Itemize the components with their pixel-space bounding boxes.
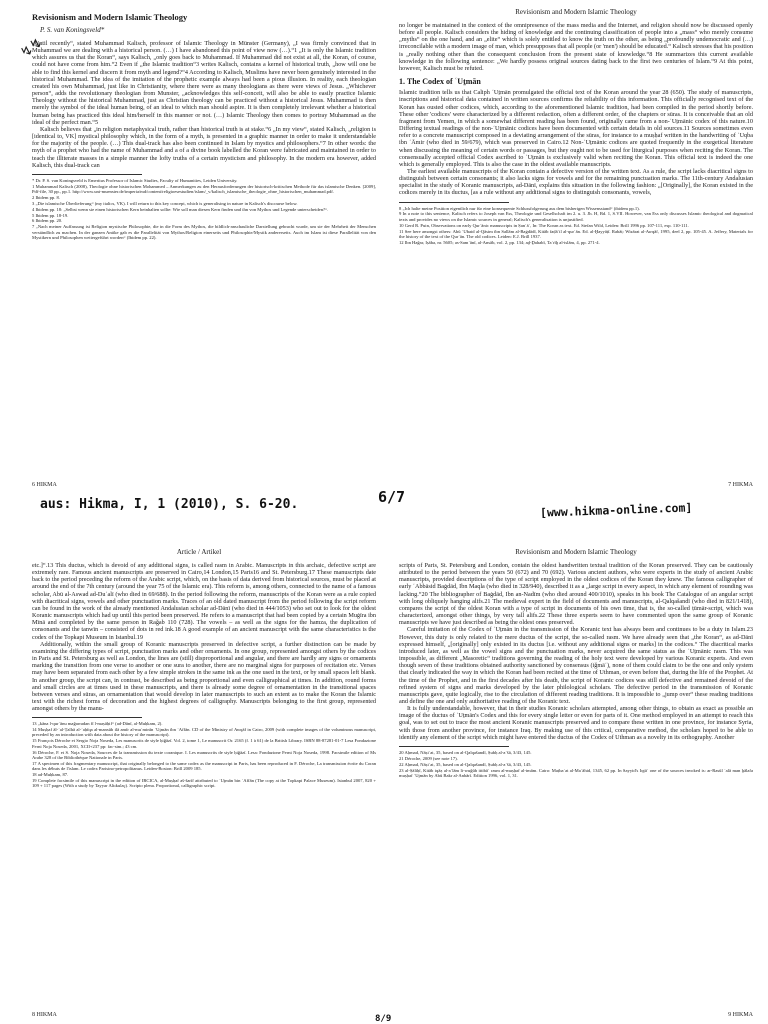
footnotes	[395, 206, 757, 245]
footnote: 13 „kāna l-qurʾānu maǧarradan fī l-maṣāḥif“ (ad-Dānī, al-Muḥkam, 2).	[32, 721, 163, 727]
running-head: Revisionism and Modern Islamic Theology	[515, 8, 637, 16]
footnote-rule	[32, 717, 142, 718]
margin-scribble: ↯↯	[17, 34, 46, 62]
footnote: 12 Ibn Haǧar, Iṣāba, nr. 5605; as-Samʿānī, al-Ansāb, vol. 2, pp. 134; aḏ-Ḏahabī, Taʾrīḫ al-islām, 4, pp. 271-4.	[399, 239, 600, 245]
section-heading: 1. The Codex of ʿUṯmān	[399, 77, 481, 87]
footnote-rule	[399, 202, 509, 203]
paragraph: „Until recently“, stated Muhammad Kalisch, professor of Islamic Theology in Münster (Germany), „I was firmly convinced that in Muhammad we are dealing with a historical person. (…) I have abandoned this point of view now (…).“1 „It is only the Islamic tradition which assures us that the Koran“, says Kalisch, „only goes back to Muhammad. If Muhammad did not exist at all, the Koran, of course, could not have come from him.“2 Even if „the Islamic tradition“3 writes Kalisch, contains a kernel of historical truth, „how will one be able to find this kernel and discern it from myth and legend?“4 According to Kalisch, Muslims have never been genuinely interested in the historical Muhammad. The idea of the imitation of the prophetic example always had been a pious illusion. In reality, each theologian created his own Muhammad, just like in Christianity, where there were as many theologians as there were views of Jesus. „Whichever person“, adds the revolutionary theologian from Munster, „acknowledges this self-conceit, will also be able to easily practice Islamic Theology without the historical Muhammad, just as Christian theology can be practiced without a historical Jesus. Muhammad is then merely the symbol of the ideal human being, of an ideal to which man should aspire. It is then completely irrelevant whether a historical human being has practiced this ideal him/herself in this manner or not. (…) Islamic Theology then comes to portray Muhammad as the ideal of the perfect man.“5	[32, 40, 376, 126]
paragraph: etc.]“.13 This ductus, which is devoid of any additional signs, is called rasm in Arabic. Manuscripts in this archaic, defective script are extremely rare. Famous ancient manuscripts are preserved in Cairo,14 London,15 Paris16 and St. Petersburg.17 These manuscripts date back to the period preceding the reform of the Arabic script, which, on the basis of data derived from historical sources, must be placed at around the end of the 7th century (around the year 75 of the Islamic era). This reform is, among others, connected to the name of a famous scholar, Abū al-Aswad ad-Duʾalī (who died in 69/688). In the period following the reform, manuscripts of the Koran were as a rule copied with diacritical signs, vowels and other punctuation marks. Traces of an old dated manuscript from the period following the script reform can be found in the work of the already mentioned Andalusian scholar ad-Dānī (who died in 444/1053) who set out to look for the oldest Koranic manuscripts which had up until this period been preserved. He refers to a manuscript that had been copied by a certain Muġīra ibn Mīnā and completed by the same person in Raǧab 110 (728). The vowels – as well as the signs for the hamza, the duplication of consonants and the tanwīn – consisted of dots in red ink.18 A good example of an ancient manuscript with the same characteristics is the codex of the Topkapi Museum in Istanbul.19	[32, 562, 376, 641]
footnote: 19 Complete facsimile of this manuscript in the edition of IRCICA, al-Muṣḥaf aš-šarīf attributed to ʿUṯmān bin ʿAffān (The copy at the Topkapi Palace Museum). Istanbul 2007, 820 + 109 + 117 pages (With a study by Tayyar Altıkulaç). Scripto plena. Proportional, calligraphic script.	[32, 777, 376, 789]
page-folio: 7 HIKMA	[728, 482, 753, 488]
footnote: 10 Gerd R. Puin, Observations on early Qurʾānic manuscripts in Ṣanʿāʾ, In: The Koran as text. Ed. Stefan Wild, Leiden: Brill 1996 pp. 107-111, esp. 110-111.	[399, 222, 689, 228]
handwritten-page-range: 6/7	[378, 488, 406, 506]
paragraph: Kalisch believes that „in religion metaphysical truth, rather than historical truth is at stake.“6 „In my view“, stated Kalisch, „religion is [identical to, VK] mystical philosophy which, in the form of a myth, is presented in a graphic manner in order to make it understandable for the majority of the people. (…) This dual-track has also been continued in Islam by mystics and philosophers.“7 In other words: the myth of a prophet who had the name of Muhammad and a of a divine book labelled the Koran were fabricated and maintained in order to teach the illiterate masses in a simple manner the lofty truths of a certain mysticism and philosophy. In the modern era however, added Kalisch, this dual-track can	[32, 125, 376, 169]
footnote: 7 „Nach meiner Auffassung ist Religion mystische Philosophie, die in die Form des Mythos, die bildlich-anschauliche Darstellung gebracht wurde, um sie der Mehrheit der Menschen verständlich zu machen. In der ganzen Antike gab es die Parallelität von Mythos/Religion einerseits und Philosophie/Mystik andererseits. Auch im Islam ist diese Parallelität von den Mystikern und Philosophen weitergeführt worden“ (Ibidem pp. 22).	[32, 224, 376, 240]
body-text	[18, 562, 380, 712]
footnote: 1 Muhammad Kalisch (2008), Theologie ohne historischen Mohammed – Anmerkungen zu den Herausforderungen der historisch-kritischen Methode für das islamische Denken. [2009], Pdf-file, 30 pp., pp.1. http://www.uni-muenster.de/imperia/md/content/religioesestudien/islam/_v/kalisch_islamische_theologie_ohne_historischen_muhammad.pdf.	[32, 183, 376, 194]
page-folio: 8 HIKMA	[32, 1012, 57, 1018]
handwritten-source-note: aus: Hikma, I, 1 (2010), S. 6-20.	[40, 497, 299, 512]
footnote: 15 François Déroche et Sergio Noja Noseda, Les manuscrits de style ḥiǧāzī. Vol. 2, tome 1, Le manuscrit Or. 2165 (f. 1 à 61) de la British Library. ISBN 88-87281-01-7 Lesa Fondazione Ferni Noja Noseda, 2001, XCII+237 pp: fac-sim.; 43 cm.	[32, 738, 376, 749]
footnote: 22 Aḥmad, Nāṣiʿat, 35, based on al-Qalqašandī, Ṣubḥ al-aʿšā, 3/43, 145.	[399, 761, 532, 767]
footnote: 16 Déroche, F. et S. Noja Noseda, Sources de la transmission du texte coranique. I. Les manuscrits de style ḥiǧāzī. Lesa: Fondazione Ferni Noja Noseda, 1998. Facsimile edition of Ms Arabe 328 of the Bibliothèque Nationale in Paris.	[32, 749, 376, 760]
footnote: 14 Muṣḥaf āl-ʿal-Ṭalhā al-ʿaḥīqa al-mansūb ilā amīr al-muʾminīn ʿUṯmān ibn ʿAffān. CD of the Ministry of Awqāf in Cairo, 2009 (with complete images of the voluminous manuscript, preceded by an introduction with data about the history of the manuscript).	[32, 727, 376, 738]
paragraph: Additionally, within the small group of Koranic manuscripts preserved in defective script, a further distinction can be made by examining the differing types of script, punctuation marks and other ornaments. In one group, represented amongst others by the codices in Paris and St. Petersburg as well as London, the lines are (still) disproportional and angular, and there are hardly any signs or ornaments marking the transition from one verse to another or one sura to another, there are no marginal signs for purposes of recitation etc. Verses may have been separated from each other by a few simple strokes in the same ink as the one used in the text, or by small spaces left blank. In another group, the script can, in contrast, be described as being proportional and even calligraphical at times. In addition, round forms and small circles are at times used in these manuscripts, and there is already some degree of ornamentation in the transitional spaces between verses and sūras, an ornamentation that would develop in later manuscripts to such an extent as to make the Koran the Islamic text with the richest forms of decoration and the highest degrees of calligraphy. Manuscripts belonging to the first group, represented amongst others by the manu-	[32, 640, 376, 713]
footnote: 5 Ibidem pp. 18-19.	[32, 212, 69, 218]
page-6	[18, 8, 380, 488]
footnote: 17 A specimen of this fragmentary manuscript, that originally belonged to the same codex as the manuscript in Paris, has been reproduced in F. Déroche, La transmission écrite du Coran dans les débuts de l'islam. Le codex Parisino-petropolitanus. Leiden-Boston: Brill 2009 185.	[32, 760, 376, 772]
footnotes	[395, 750, 757, 778]
article-title: Revisionism and Modern Islamic Theology	[32, 12, 188, 22]
footnote: 11 See here amongst others: Abū ʿUbaid al-Qāsim ibn Sallām al-Baġdādī, Kitāb faḍāʾil al-qurʾān. Ed. al-Ḫayyāṭī. Rabāṭ: Wizārat al-Awqāf, 1995, deel 2, pp. 105-45. A. Jeffery, Materials for the history of the text of the Qurʾān. The old codices. Leiden: E.J. Brill 1937.	[399, 228, 753, 239]
footnote: 9 In a note to this sentence, Kalisch refers to Joseph van Ess, Theologie und Gesellschaft im 2. u. 3. Jh. H, Bd. 1, S.VII. However, van Ess only discusses Islamic theological and dogmatical texts and provides no views on the Islamic sources in general; Kalisch's generalisation is unjustified.	[399, 211, 753, 222]
footnote-rule	[399, 746, 509, 747]
paragraph: no longer be maintained in the context of the omnipresence of the mass media and the Internet, and religion should now be discussed openly before all people. Kalisch considers the hiding of knowledge and the continuing classification of people into a „mass“ who merely consume „myths“ on the one hand, and an „elite“ which is solely entitled to know the truth on the other, as being „profoundly undemocratic and (…) irreconcilable with a modern image of man, which presupposes that all people (or 'men') should be educated.“ Kalisch stresses that his position is „really nothing other than the consequent conclusion from the present state of knowledge.“8 He summarizes this current available knowledge in the following sentence: „We hardly possess original sources dating back to the first two centuries of Islam.“9 At this point, however, Kalisch must be refuted.	[399, 22, 753, 72]
footnote: 4 Ibidem pp. 18: „Selbst wenn sie einen historischen Kern beinhalten sollte: Wie soll man diesen Kern finden und ihn von Mythos und Legende unterscheiden?“.	[32, 206, 329, 212]
footnotes	[18, 721, 380, 788]
page-folio: 9 HIKMA	[728, 1012, 753, 1018]
body-text	[18, 40, 380, 169]
running-head: Article / Artikel	[176, 548, 222, 556]
footnote: 21 Déroche, 2009 (see note 17).	[399, 755, 458, 761]
footnote: 18 ad-Muḥkam, 87.	[32, 771, 69, 777]
paragraph: Islamic tradition tells us that Caliph ʿUṯmān promulgated the official text of the Koran around the year 28 (650). The study of manuscripts, inscriptions and historical data contained in written sources confirms the reliability of this information. This officially recognised text of the Koran has ousted other codices, which, according to the aforementioned Islamic tradition, had been compiled in the period shortly before. These other 'codices' were characterized by a different redaction, often a different order, of the chapters or sūras. It is conceivable that an old fragment from Yemen, in which a somewhat different reading has been found, originally came from a non-ʿUṯmānic codex of this nature.10 Differing textual readings of the non-ʿUṯmānic codices have been documented with certain details in old sources.11 Sources sometimes even refer to a concrete manuscript composed in a deviating arrangement of the sūras, for instance to a muṣḥaf written in the handwriting of ʿUqba ibn ʿĀmir (who died in 59/679), which was preserved in Cairo.12 Non-ʿUṯmānic codices are quoted frequently in the exegetical literature when discussing the meaning of certain words or passages, but they ought not to be used for liturgical purposes when reciting the Koran. The consensually accepted official Codex ascribed to ʿUṯmān is exclusively valid when reciting the Koran. This official text is indeed the one which is generally employed. This is also the case in the oldest available manuscripts.	[399, 89, 753, 168]
footnote: 2 Ibidem pp. 8.	[32, 194, 60, 200]
footnote: 8 „Ich halte meine Position eigentlich nur für eine konsequente Schlussfolgerung aus dem bisherigen Wissensstand“ (ibidem pp.1).	[399, 205, 640, 211]
footnote: 3 „Die islamische Überlieferung“ (my italics, VK). I will return to this key concept, which is generalising in nature in Kalisch's discourse below.	[32, 200, 298, 206]
author-line: P. S. van Koningsveld*	[40, 26, 105, 34]
paragraph: Careful imitation of the Codex of ʿUṯmān in the transmission of the Koranic text has always been and continues to be a duty in Islam.23 However, this duty is only related to the mere ductus of the script, the so-called rasm. We have already seen that „the Koran“, as ad-Dānī expressed himself, „[originally] only existed in its ductus [i.e. without any additional signs or marks] in the codices.“ The diacritical marks introduced later, as well as the vowel signs and the punctuation marks, never acquired the same status as the ʿUṯmānic rasm. This was impossible, as different „Masoretic“ traditions governing the reading of the holy text were developed by various Koranic experts. And even though seven of these traditions obtained authority sanctioned by consensus (iǧmāʿ), none of them could claim to be the one and only system that clearly indicated the way in which the Koran had been recited at the time of Uthman, or even before that, during the life of the Prophet. At the time of the Prophet, and in the first decades after his death, the script of Koranic codices was still defective and remained devoid of the refined system of signs and marks developed by the later philological scholars. The defective period in the transmission of Koranic manuscripts gave, quite logically, rise to the circulation of different reading traditions. It is impossible to „jump over“ these reading traditions and define the one and only authoritative reading of the Koranic text.	[399, 626, 753, 705]
footnote-rule	[32, 174, 142, 175]
footnotes	[18, 178, 380, 240]
handwritten-website: [www.hikma-online.com]	[539, 500, 693, 520]
paragraph: It is fully understandable, however, that in their studies Koranic scholars attempted, among other things, to obtain as exact as possible an image of the ductus of ʿUṯmān's Codex and this for every single letter or even for parts of it. One method employed in an attempt to reach this goal, was to set out to trace the most ancient Koranic manuscripts preserved and to compare these written in one province, for instance Syria, with those from another province, for instance Iraq. By making use of this critical, comparative method, the scholars hoped to be able to identify any element of the script which might have entered the ductus of the Codex of Uthman as a novelty in its orthography. Another	[399, 705, 753, 741]
paragraph: The earliest available manuscripts of the Koran contain a defective version of the written text. As a rule, the script lacks diacritical signs to distinguish between certain consonants; it also lacks signs for vowels and for the remaining punctuation marks. The 11th-century Andalusian specialist in the study of Koranic manuscripts, ad-Dānī, explains this situation in the following fashion: „[Originally], the Koran existed in the codices merely in its ductus, [as a rule without any additional signs to distinguish consonants, vowels,	[399, 167, 753, 197]
running-head: Revisionism and Modern Islamic Theology	[515, 548, 637, 556]
footnote: 23 al-Ṣāliḥī, Kitāb iqāẓ al-aʿlām li-wuǧūb ittibāʿ rasm al-muṣḥaf al-imām. Cairo: Maṭbaʿat al-Maʿāhid, 1345, 62 pp. In Sayyid's Iqṭāʿ one of the sources invoked is: ar-Rasūl ʿalā man ḫālafa muṣḥaf ʿUṯmān by Abū Bakr al-Anbārī. Edition 1996, vol. 1, 31.	[399, 767, 753, 778]
footnote: 20 Aḥmad, Nāṣiʿat, 35, based on al-Qalqašandī, Ṣubḥ al-aʿšā, 3/43, 145.	[399, 749, 532, 755]
page-folio: 6 HIKMA	[32, 482, 57, 488]
handwritten-bottom-mark: 8/9	[375, 1014, 392, 1024]
paragraph: scripts of Paris, St. Petersburg and London, contain the oldest handwritten textual tradition of the Koran preserved. They can be cautiously attributed to the period between the years 50 (672) and 70 (692). Various ancient authors, who were experts in the study of ancient Arabic manuscripts, provided descriptions of the type of script employed in the oldest codices of the Koran they knew. The famous calligrapher of early ʿAbbāsid Baġdād, Ibn Maqla (who died in 328/940), described it as a „large script in every aspect, in which any element of rounding was lacking.“20 The bibliographer of Baġdād, Ibn an-Nadīm (who died around 400/1010), speaks in his book The Catalogue of an angular script with long obliquely hanging alifs.21 The medieval expert in the field of documents and manuscripts, al-Qalqašandī (who died in 821/1418), compares the script of the oldest Koran with a type of script in documents of his own time, that is, the so-called ṭūmār-script, which was characterized, amongst other things, by very tall alifs.22 These three experts seem to have commented upon the same group of Koranic manuscripts we have just described as being the oldest ones preserved.	[399, 562, 753, 627]
footnote: 6 Ibidem pp. 20.	[32, 218, 63, 224]
page-8	[18, 548, 380, 1018]
body-text	[395, 562, 757, 741]
body-text	[395, 22, 757, 197]
page-7	[395, 8, 757, 488]
footnote: * Dr. P. S. van Koningsveld is Emeritus Professor of Islamic Studies, Faculty of Humanities, Leiden University.	[32, 177, 238, 183]
page-9	[395, 548, 757, 1018]
